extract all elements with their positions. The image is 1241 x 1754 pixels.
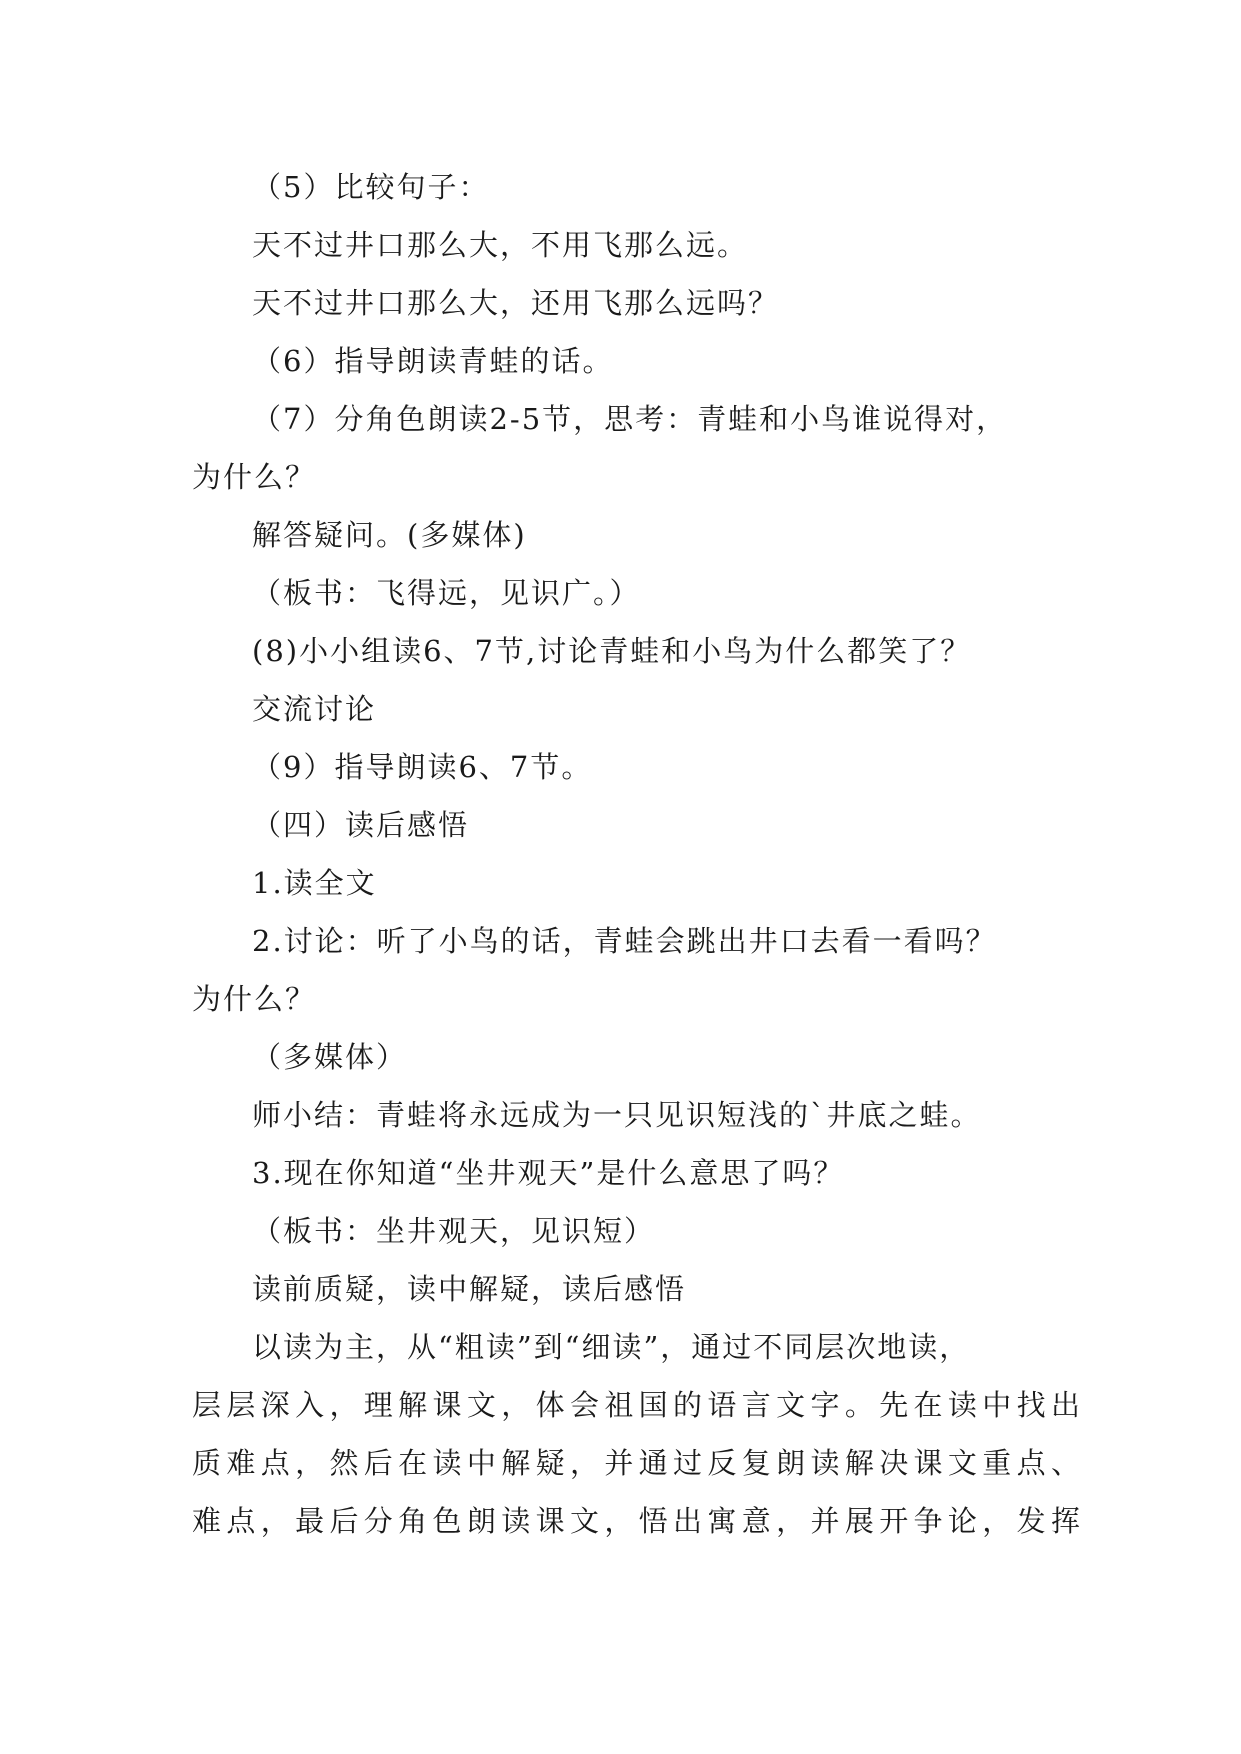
text-line: 天不过井口那么大，还用飞那么远吗？ <box>252 286 780 320</box>
text-line: 3.现在你知道“坐井观天”是什么意思了吗？ <box>252 1156 845 1190</box>
text-line: 读前质疑，读中解疑，读后感悟 <box>252 1272 687 1306</box>
text-line: 解答疑问。(多媒体) <box>252 518 527 552</box>
text-line: 2.讨论：听了小鸟的话，青蛙会跳出井口去看一看吗？ <box>252 924 997 958</box>
text-line: （5）比较句子： <box>252 170 490 204</box>
text-line: 为什么？ <box>192 982 317 1016</box>
text-line: （多媒体） <box>252 1040 408 1074</box>
text-line: 师小结：青蛙将永远成为一只见识短浅的`井底之蛙。 <box>252 1098 982 1132</box>
text-line: 为什么？ <box>192 460 317 494</box>
text-line: （6）指导朗读青蛙的话。 <box>252 344 614 378</box>
text-line: （板书：飞得远，见识广。） <box>252 576 641 610</box>
text-line: 交流讨论 <box>252 692 377 726</box>
text-line: 1.读全文 <box>252 866 377 900</box>
document-body <box>192 158 1082 1550</box>
paragraph-line: 以读为主，从“粗读”到“细读”，通过不同层次地读， <box>252 1330 971 1364</box>
text-line: （7）分角色朗读2-5节，思考：青蛙和小鸟谁说得对， <box>252 402 1008 436</box>
text-line: （板书：坐井观天，见识短） <box>252 1214 656 1248</box>
text-line: 天不过井口那么大，不用飞那么远。 <box>252 228 749 262</box>
section-heading: （四）读后感悟 <box>252 808 470 842</box>
text-line: （9）指导朗读6、7节。 <box>252 750 593 784</box>
paragraph-line: 质难点，然后在读中解疑，并通过反复朗读解决课文重点、 <box>192 1446 1082 1480</box>
paragraph-line: 难点，最后分角色朗读课文，悟出寓意，并展开争论，发挥 <box>192 1504 1082 1538</box>
text-line: (8)小小组读6、7节,讨论青蛙和小鸟为什么都笑了？ <box>252 634 972 668</box>
paragraph-line: 层层深入，理解课文，体会祖国的语言文字。先在读中找出 <box>192 1388 1082 1422</box>
